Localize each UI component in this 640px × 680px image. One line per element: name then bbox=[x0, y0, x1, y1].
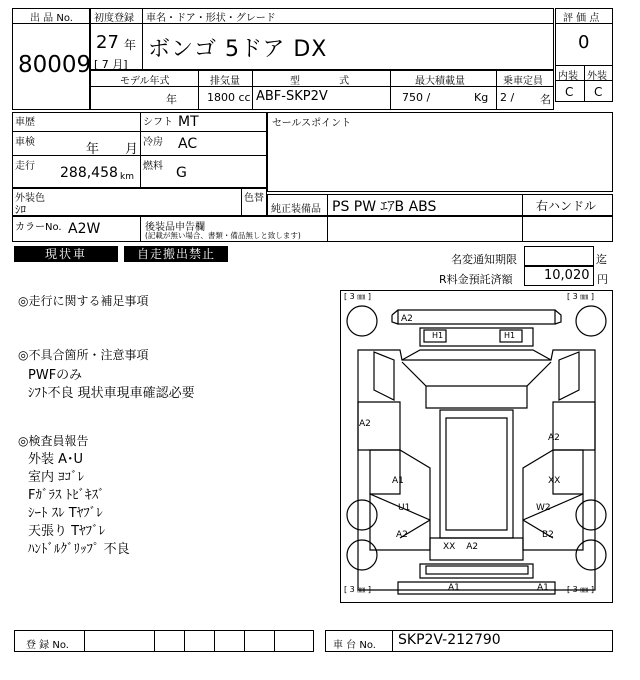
mark-right-rear-quarter: B2 bbox=[542, 530, 554, 540]
tread-front-left: [ 3 ㎜ ] bbox=[344, 292, 371, 301]
front-bumper-shape bbox=[398, 310, 555, 324]
capacity-unit: 名 bbox=[540, 93, 551, 106]
mark-right-door: XX bbox=[548, 476, 561, 486]
recycle-value: 10,020 bbox=[544, 268, 590, 283]
equipment-label: 純正装備品 bbox=[271, 204, 321, 215]
chassis-no: SKP2V-212790 bbox=[398, 632, 501, 648]
shift-value: MT bbox=[178, 114, 199, 130]
interior-grade: C bbox=[565, 85, 574, 99]
mileage-value: 288,458 bbox=[60, 165, 118, 181]
recycle-label: R料金預託済額 bbox=[439, 273, 513, 286]
inspection-value: 年 月 bbox=[86, 142, 139, 157]
exterior-label: 外装 bbox=[587, 71, 607, 82]
max-load: 750 / bbox=[402, 91, 431, 104]
lot-label: 出 品 No. bbox=[30, 13, 73, 24]
eval-label: 評 価 点 bbox=[563, 13, 600, 24]
car-outline-diagram bbox=[340, 290, 613, 603]
equipment-value: PS PW ｴｱB ABS bbox=[332, 199, 437, 215]
mark-rear-gate: XX A2 bbox=[443, 542, 479, 552]
inspection-label: 車検 bbox=[15, 137, 35, 148]
mark-left-rear-quarter: A2 bbox=[396, 530, 408, 540]
aftermarket-note: (記載が無い場合、書類・備品無しと致します) bbox=[145, 231, 301, 240]
capacity: 2 / bbox=[500, 91, 515, 104]
fuel-value: G bbox=[176, 165, 187, 181]
mark-headlight-left: H1 bbox=[432, 331, 444, 340]
lot-number: 80009 bbox=[18, 52, 92, 78]
ac-label: 冷房 bbox=[143, 137, 163, 148]
reg-month: [ 7 月] bbox=[94, 58, 128, 71]
ac-value: AC bbox=[178, 136, 198, 152]
mark-left-door: A1 bbox=[392, 476, 404, 486]
mark-right-slide-door: W2 bbox=[536, 503, 551, 513]
color-no-value: A2W bbox=[68, 221, 101, 237]
ext-color-box bbox=[12, 188, 267, 216]
mileage-unit: km bbox=[120, 172, 134, 182]
name-change-unit: 迄 bbox=[596, 253, 607, 266]
steering-value: 右ハンドル bbox=[536, 199, 597, 213]
mark-headlight-right: H1 bbox=[504, 331, 516, 340]
defect-item: PWFのみ bbox=[28, 368, 83, 383]
max-load-unit: Kg bbox=[474, 91, 489, 104]
tread-rear-left: [ 3 ㎜ ] bbox=[344, 585, 371, 594]
driving-notes-title: ◎走行に関する補足事項 bbox=[18, 294, 149, 308]
inspector-item: ｼｰﾄ ｽﾚ Tﾔﾌﾞﾚ bbox=[28, 506, 103, 521]
reg-year: 27 bbox=[96, 32, 119, 53]
defect-item: ｼﾌﾄ不良 現状車現車確認必要 bbox=[28, 386, 195, 401]
name-change-label: 名変通知期限 bbox=[451, 253, 517, 266]
type-value: ABF-SKP2V bbox=[256, 89, 328, 104]
mark-right-front-fender: A2 bbox=[548, 433, 560, 443]
wheel-rear-right-2 bbox=[576, 540, 606, 570]
ext-color-value: ｼﾛ bbox=[15, 203, 26, 216]
current-car-badge: 現状車 bbox=[14, 246, 118, 262]
tread-rear-right: [ 3 ㎜ ] bbox=[567, 585, 594, 594]
color-no-label: カラーNo. bbox=[15, 222, 62, 233]
ext-color-label: 外装色 bbox=[15, 193, 45, 204]
interior-label: 内装 bbox=[558, 71, 578, 82]
mark-rear-bumper-right: A1 bbox=[537, 583, 549, 593]
defects-title: ◎不具合箇所・注意事項 bbox=[18, 348, 149, 362]
no-self-drive-badge: 自走搬出禁止 bbox=[124, 246, 228, 262]
mark-front-bumper: A2 bbox=[401, 314, 413, 324]
car-name-label: 車名・ドア・形状・グレード bbox=[146, 13, 276, 24]
model-year-label: モデル年式 bbox=[120, 76, 170, 87]
car-name: ボンゴ 5ドア DX bbox=[148, 37, 328, 62]
inspector-item: 室内 ﾖｺﾞﾚ bbox=[28, 470, 85, 485]
name-change-field bbox=[524, 246, 594, 266]
mark-rear-bumper-left: A1 bbox=[448, 583, 460, 593]
shift-label: シフト bbox=[143, 117, 173, 128]
tread-front-right: [ 3 ㎜ ] bbox=[567, 292, 594, 301]
wheel-rear-left bbox=[347, 500, 377, 530]
capacity-label: 乗車定員 bbox=[503, 76, 543, 87]
mark-left-slide-door: U1 bbox=[398, 503, 411, 513]
inspector-title: ◎検査員報告 bbox=[18, 434, 89, 448]
mileage-label: 走行 bbox=[15, 161, 35, 172]
inspector-item: 外装 A･U bbox=[28, 452, 84, 467]
wheel-front-right bbox=[576, 306, 606, 336]
eval-score: 0 bbox=[578, 32, 590, 53]
fuel-label: 燃料 bbox=[143, 161, 163, 172]
inspector-item: 天張り Tﾔﾌﾞﾚ bbox=[28, 524, 106, 539]
recycle-unit: 円 bbox=[597, 273, 608, 286]
history-label: 車歴 bbox=[15, 117, 35, 128]
color-change-label: 色替 bbox=[244, 193, 264, 204]
inspector-item: Fｶﾞﾗｽ ﾄﾋﾞｷｽﾞ bbox=[28, 488, 105, 503]
wheel-rear-left-2 bbox=[347, 540, 377, 570]
model-year-unit: 年 bbox=[166, 93, 177, 106]
first-reg-label: 初度登録 bbox=[94, 13, 134, 24]
sales-point-label: セールスポイント bbox=[272, 118, 352, 129]
reg-year-unit: 年 bbox=[124, 38, 137, 52]
chassis-label: 車 台 No. bbox=[333, 640, 376, 651]
exterior-grade: C bbox=[594, 85, 603, 99]
displacement-label: 排気量 bbox=[210, 76, 240, 87]
max-load-label: 最大積載量 bbox=[415, 76, 465, 87]
aftermarket-label: 後装品申告欄 bbox=[145, 222, 205, 233]
mark-left-front-fender: A2 bbox=[359, 419, 371, 429]
wheel-front-left bbox=[347, 306, 377, 336]
displacement: 1800 cc bbox=[207, 91, 251, 104]
wheel-rear-right bbox=[576, 500, 606, 530]
inspector-item: ﾊﾝﾄﾞﾙｸﾞﾘｯﾌﾟ 不良 bbox=[28, 542, 130, 557]
type-label: 型 式 bbox=[290, 76, 350, 87]
reg-no-label: 登 録 No. bbox=[26, 640, 69, 651]
